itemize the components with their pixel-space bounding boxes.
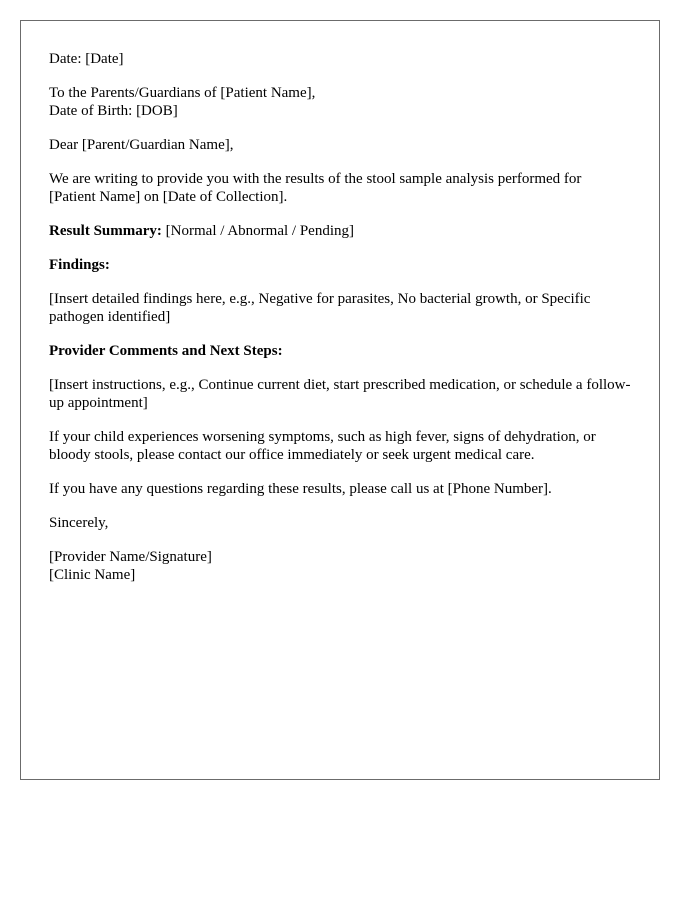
recipient-line: To the Parents/Guardians of [Patient Name],: [49, 85, 316, 101]
closing: Sincerely,: [49, 515, 109, 531]
letter-document: [20, 20, 660, 780]
findings-text: [Insert detailed findings here, e.g., Negative for parasites, No bacterial growth, or Specific pathogen identified]: [49, 291, 591, 325]
signature-block: [49, 548, 631, 584]
findings-heading: Findings:: [49, 257, 110, 273]
comments-text: [Insert instructions, e.g., Continue current diet, start prescribed medication, or schedule a follow-up appointment]: [49, 377, 631, 411]
salutation: Dear [Parent/Guardian Name],: [49, 137, 234, 153]
warning-paragraph: If your child experiences worsening symptoms, such as high fever, signs of dehydration, or bloody stools, please contact our office immediately or seek urgent medical care.: [49, 429, 596, 463]
clinic-line: [Clinic Name]: [49, 567, 136, 583]
result-summary: [49, 222, 631, 240]
result-summary-value: [Normal / Abnormal / Pending]: [161, 223, 354, 239]
questions-paragraph: If you have any questions regarding these results, please call us at [Phone Number].: [49, 481, 552, 497]
date-line: Date: [Date]: [49, 51, 124, 67]
intro-paragraph: We are writing to provide you with the results of the stool sample analysis performed for [Patient Name] on [Date of Collection].: [49, 171, 582, 205]
result-summary-label: Result Summary:: [49, 223, 162, 239]
dob-line: Date of Birth: [DOB]: [49, 103, 178, 119]
provider-line: [Provider Name/Signature]: [49, 549, 212, 565]
comments-heading: Provider Comments and Next Steps:: [49, 343, 283, 359]
recipient-block: [49, 84, 631, 120]
